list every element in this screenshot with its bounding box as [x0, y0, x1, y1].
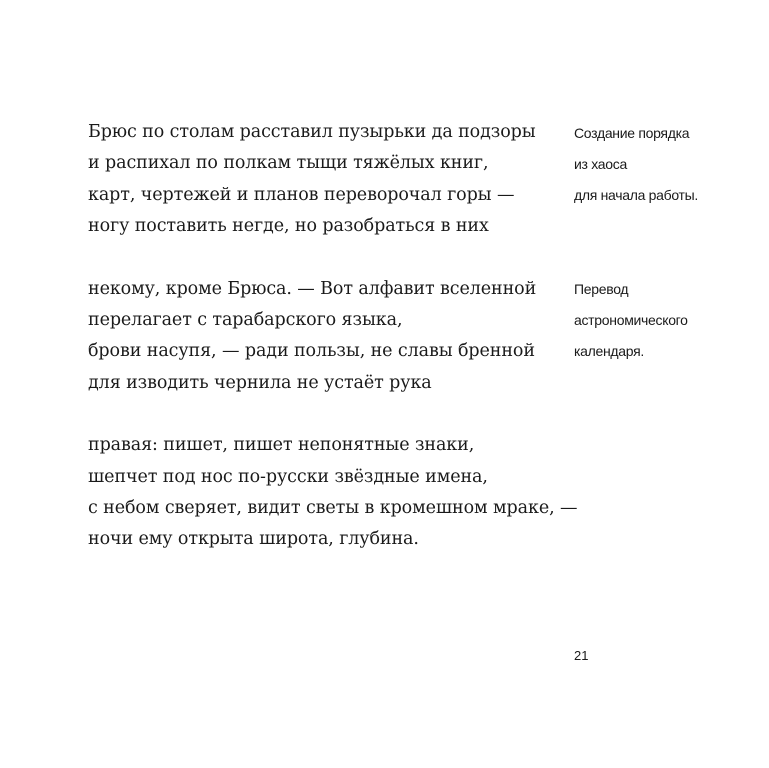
margin-note-1 [574, 118, 744, 211]
margin-note-line: астрономического [574, 312, 688, 328]
margin-note-line: для начала работы. [574, 187, 698, 203]
poem-line: для изводить чернила не устаёт рука [88, 372, 432, 393]
poem-line: некому, кроме Брюса. — Вот алфавит вселенной [88, 278, 537, 299]
margin-note-line: календаря. [574, 343, 644, 359]
poem-line: перелагает с тарабарского языка, [88, 310, 403, 331]
poem-text [88, 117, 578, 587]
poem-line: ночи ему открыта широта, глубина. [88, 529, 419, 550]
stanza-3 [88, 430, 578, 556]
stanza-1 [88, 117, 548, 243]
stanza-2 [88, 274, 548, 400]
poem-line: ногу поставить негде, но разобраться в них [88, 216, 489, 237]
margin-note-line: из хаоса [574, 156, 627, 172]
page-number: 21 [574, 648, 589, 663]
margin-note-line: Создание порядка [574, 125, 690, 141]
poem-line: карт, чертежей и планов переворочал горы — [88, 184, 515, 205]
poem-line: Брюс по столам расставил пузырьки да подзоры [88, 122, 536, 142]
poem-line: брови насупя, — ради пользы, не славы бренной [88, 341, 535, 362]
poem-line: шепчет под нос по-русски звёздные имена, [88, 466, 488, 487]
margin-note-2 [574, 274, 744, 367]
margin-note-line: Перевод [574, 281, 629, 297]
poem-line: с небом сверяет, видит светы в кромешном мраке, — [88, 498, 578, 519]
poem-line: и распихал по полкам тыщи тяжёлых книг, [88, 153, 489, 174]
poem-line: правая: пишет, пишет непонятные знаки, [88, 435, 475, 456]
